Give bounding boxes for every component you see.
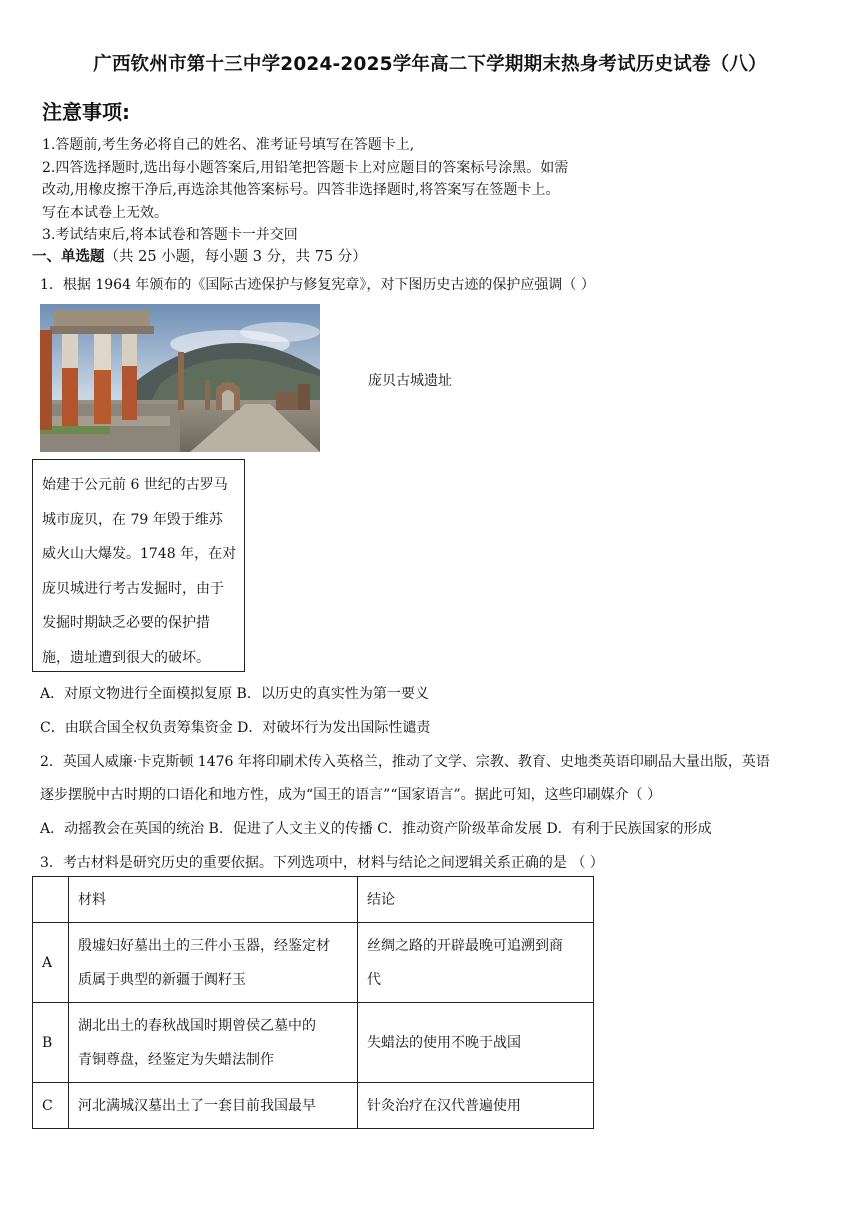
table-row	[33, 1003, 594, 1083]
cell-line: 丝绸之路的开辟最晚可追溯到商	[367, 937, 563, 954]
table-header-row	[33, 877, 594, 923]
notice-heading: 注意事项:	[42, 100, 130, 124]
cell-line: 针灸治疗在汉代普遍使用	[367, 1097, 521, 1114]
notice-line: 2.四答选择题时,选出每小题答案后,用铅笔把答题卡上对应题目的答案标号涂黑。如需	[42, 160, 569, 176]
notice-line: 1.答题前,考生务必将自己的姓名、准考证号填写在答题卡上,	[42, 137, 415, 153]
cell-line: 质属于典型的新疆于阗籽玉	[78, 971, 246, 988]
cell-line: 湖北出土的春秋战国时期曾侯乙墓中的	[78, 1017, 316, 1034]
cell-line: 代	[367, 971, 381, 988]
table-row	[33, 923, 594, 1003]
row-conclusion	[358, 1083, 594, 1129]
section-label: 一、单选题	[32, 249, 105, 265]
pompeii-text-box	[32, 459, 245, 672]
box-line: 发掘时期缺乏必要的保护措	[42, 615, 210, 631]
notice-line: 改动,用橡皮擦干净后,再选涂其他答案标号。四答非选择题时,将答案写在签题卡上。	[42, 182, 560, 198]
question-3-table	[32, 876, 594, 1129]
question-2-options: A．动摇教会在英国的统治 B．促进了人文主义的传播 C．推动资产阶级革命发展 D．有利于民族国家的形成	[40, 821, 712, 837]
row-conclusion	[358, 1003, 594, 1083]
box-line: 始建于公元前 6 世纪的古罗马	[42, 477, 228, 493]
row-material	[69, 1083, 358, 1129]
question-1-options: A．对原文物进行全面模拟复原 B．以历史的真实性为第一要义	[40, 686, 429, 702]
row-material	[69, 923, 358, 1003]
row-key: C	[33, 1083, 69, 1129]
cell-line: 青铜尊盘，经鉴定为失蜡法制作	[78, 1051, 274, 1068]
row-key: A	[33, 923, 69, 1003]
box-line: 威火山大爆发。1748 年，在对	[42, 546, 237, 562]
row-conclusion	[358, 923, 594, 1003]
exam-title: 广西钦州市第十三中学2024-2025学年高二下学期期末热身考试历史试卷（八）	[93, 54, 767, 75]
question-1-options: C．由联合国全权负责筹集资金 D．对破坏行为发出国际性谴责	[40, 720, 431, 736]
question-1-stem: 1．根据 1964 年颁布的《国际古迹保护与修复宪章》，对下图历史古迹的保护应强调（ ）	[40, 277, 595, 293]
question-2-stem: 2．英国人威廉·卡克斯顿 1476 年将印刷术传入英格兰，推动了文学、宗教、教育、史地类英语印刷品大量出版，英语	[40, 754, 770, 770]
photo-caption: 庞贝古城遗址	[368, 373, 452, 389]
question-3-stem: 3．考古材料是研究历史的重要依据。下列选项中，材料与结论之间逻辑关系正确的是 （ ）	[40, 855, 604, 871]
table-header-cell	[33, 877, 69, 923]
box-line: 庞贝城进行考古发掘时，由于	[42, 580, 224, 597]
notice-line: 3.考试结束后,将本试卷和答题卡一并交回	[42, 227, 298, 243]
box-line: 施，遗址遭到很大的破坏。	[42, 649, 210, 666]
table-row	[33, 1083, 594, 1129]
table-header-cell: 材料	[69, 877, 358, 923]
section-title	[32, 245, 367, 266]
cell-line: 河北满城汉墓出土了一套目前我国最早	[78, 1097, 316, 1114]
notice-line: 写在本试卷上无效。	[42, 205, 168, 221]
table-header-cell: 结论	[358, 877, 594, 923]
pompeii-photo	[40, 304, 320, 452]
row-material	[69, 1003, 358, 1083]
question-2-stem: 逐步摆脱中古时期的口语化和地方性，成为“国王的语言”“国家语言”。据此可知，这些印刷媒介（ ）	[40, 787, 662, 803]
box-line: 城市庞贝，在 79 年毁于维苏	[42, 511, 223, 528]
section-info: （共 25 小题，每小题 3 分，共 75 分）	[104, 249, 367, 265]
cell-line: 失蜡法的使用不晚于战国	[367, 1034, 521, 1051]
row-key: B	[33, 1003, 69, 1083]
cell-line: 殷墟妇好墓出土的三件小玉器，经鉴定材	[78, 937, 330, 954]
